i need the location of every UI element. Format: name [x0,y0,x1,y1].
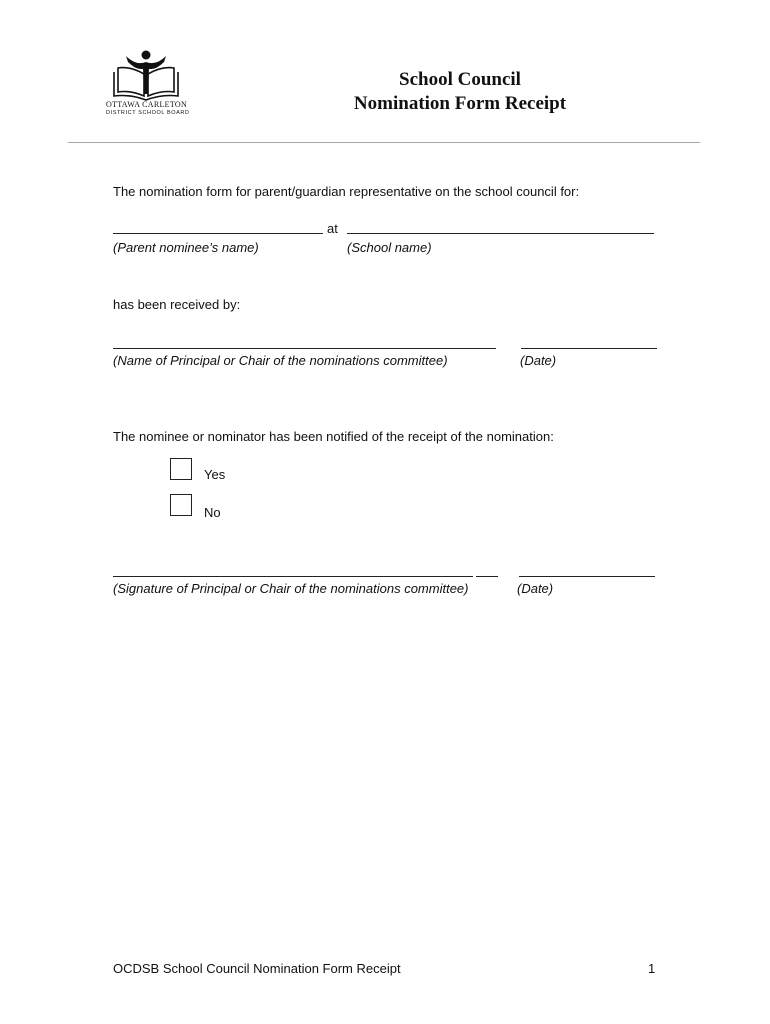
intro-text: The nomination form for parent/guardian representative on the school council for: [113,184,580,199]
header-divider [68,142,700,143]
logo-text-line2: DISTRICT SCHOOL BOARD [106,110,190,116]
received-by-text: has been received by: [113,297,241,312]
notified-text: The nominee or nominator has been notified of the receipt of the nomination: [113,429,554,444]
signature-label: (Signature of Principal or Chair of the nominations committee) [113,581,469,596]
parent-nominee-label: (Parent nominee’s name) [113,240,259,255]
date-field-1[interactable] [521,348,657,349]
parent-nominee-name-field[interactable] [113,233,323,234]
school-name-field[interactable] [347,233,654,234]
yes-checkbox[interactable] [170,458,192,480]
date-label-1: (Date) [520,353,557,368]
date-field-2[interactable] [519,576,655,577]
no-label: No [204,505,221,520]
no-checkbox[interactable] [170,494,192,516]
school-name-label: (School name) [347,240,432,255]
footer-text: OCDSB School Council Nomination Form Receipt [113,961,401,976]
logo-text-line1: OTTAWA CARLETON [106,100,188,109]
date-label-2: (Date) [517,581,554,596]
signature-field-extension [476,576,498,577]
principal-name-label: (Name of Principal or Chair of the nominations committee) [113,353,448,368]
at-label: at [327,221,338,236]
yes-label: Yes [204,467,226,482]
page-number: 1 [648,961,656,976]
principal-name-field[interactable] [113,348,496,349]
signature-field[interactable] [113,576,473,577]
title-line1: School Council [399,69,521,90]
page-title [300,68,620,116]
book-person-logo-icon [104,48,188,104]
title-line2: Nomination Form Receipt [353,93,567,114]
